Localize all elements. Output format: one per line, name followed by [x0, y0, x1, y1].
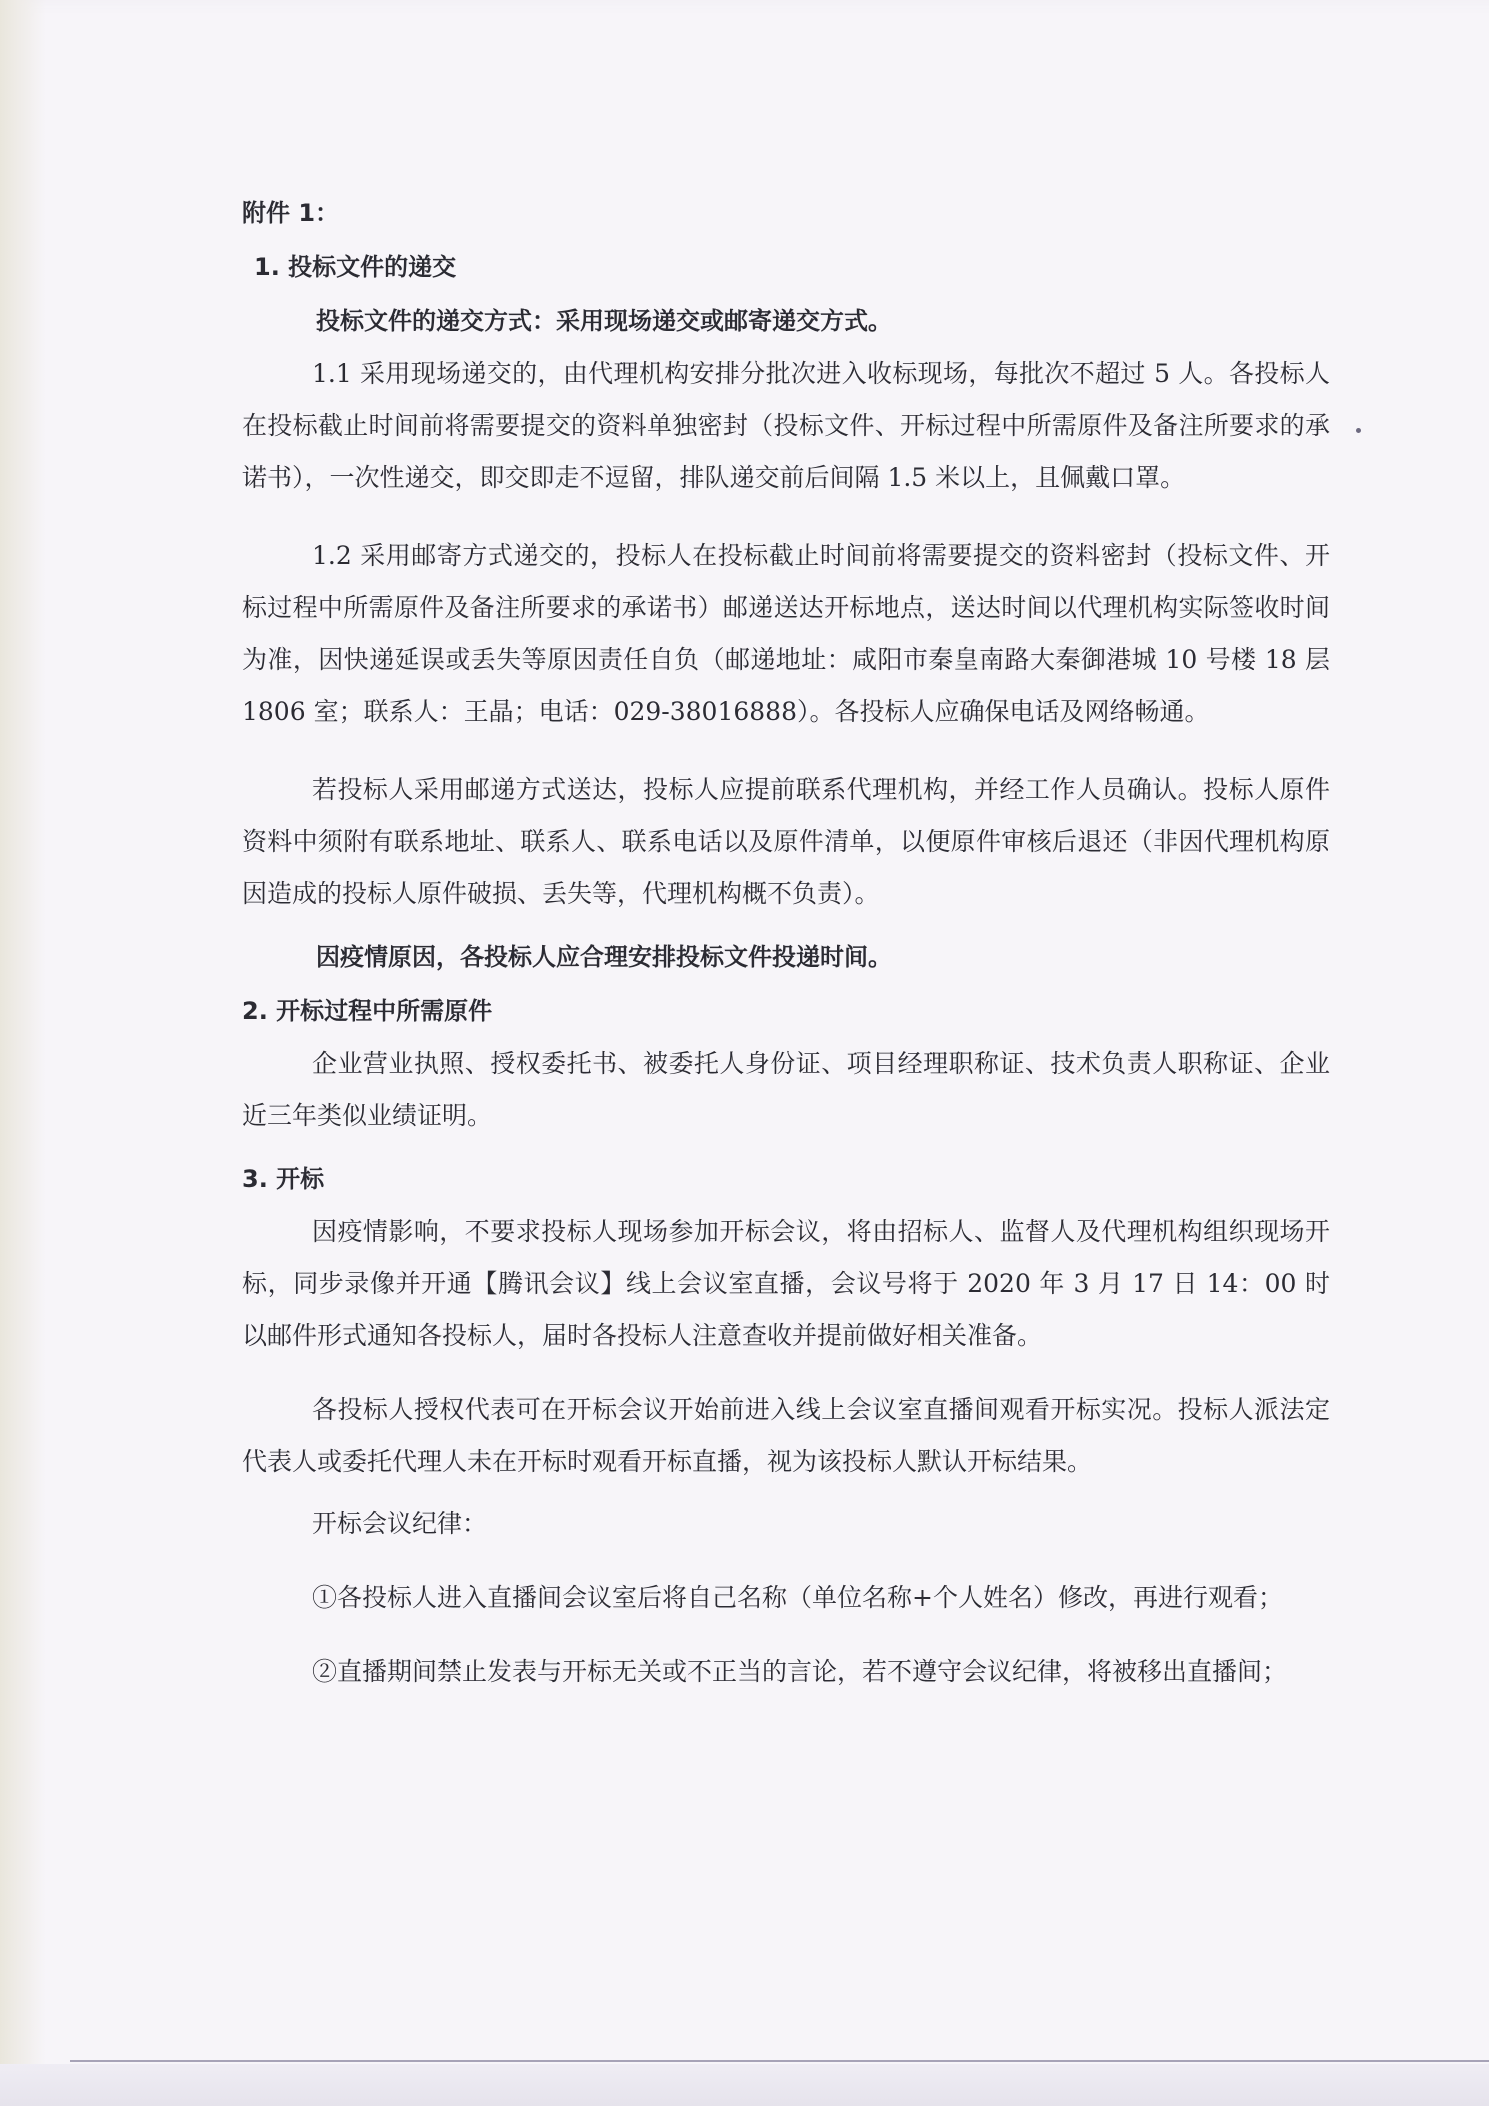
paragraph-1-3: 若投标人采用邮递方式送达，投标人应提前联系代理机构，并经工作人员确认。投标人原件资料中须附有联系地址、联系人、联系电话以及原件清单，以便原件审核后退还（非因代理机构原因造成的投标人原件破损、丢失等，代理机构概不负责）。	[242, 775, 1330, 908]
scan-edge-shadow	[0, 0, 46, 2106]
meeting-rules-title: 开标会议纪律：	[312, 1509, 488, 1538]
attachment-label: 附件 1：	[242, 199, 340, 227]
paragraph-3-2: 各投标人授权代表可在开标会议开始前进入线上会议室直播间观看开标实况。投标人派法定代表人或委托代理人未在开标时观看开标直播，视为该投标人默认开标结果。	[242, 1395, 1330, 1476]
section-2-heading: 2. 开标过程中所需原件	[242, 997, 493, 1025]
meeting-rule-2: ②直播期间禁止发表与开标无关或不正当的言论，若不遵守会议纪律，将被移出直播间；	[312, 1657, 1288, 1686]
epidemic-note: 因疫情原因，各投标人应合理安排投标文件投递时间。	[316, 943, 892, 971]
submission-method: 投标文件的递交方式：采用现场递交或邮寄递交方式。	[316, 307, 892, 335]
paragraph-3-1: 因疫情影响，不要求投标人现场参加开标会议，将由招标人、监督人及代理机构组织现场开标，同步录像并开通【腾讯会议】线上会议室直播，会议号将于 2020 年 3 月 17 日 14：00 时以邮件形式通知各投标人，届时各投标人注意查收并提前做好相关准备。	[242, 1217, 1330, 1350]
scan-bottom-rule	[70, 2060, 1489, 2062]
document-body	[242, 186, 1330, 1698]
scan-speck	[1356, 428, 1361, 433]
section-3-heading: 3. 开标	[242, 1165, 325, 1193]
scan-bottom-band	[0, 2064, 1489, 2106]
meeting-rule-1: ①各投标人进入直播间会议室后将自己名称（单位名称+个人姓名）修改，再进行观看；	[312, 1583, 1283, 1612]
paragraph-2-1: 企业营业执照、授权委托书、被委托人身份证、项目经理职称证、技术负责人职称证、企业近三年类似业绩证明。	[242, 1049, 1330, 1130]
paragraph-1-1: 1.1 采用现场递交的，由代理机构安排分批次进入收标现场，每批次不超过 5 人。各投标人在投标截止时间前将需要提交的资料单独密封（投标文件、开标过程中所需原件及备注所要求的承诺书），一次性递交，即交即走不逗留，排队递交前后间隔 1.5 米以上，且佩戴口罩。	[242, 359, 1330, 492]
section-1-heading: 1. 投标文件的递交	[254, 253, 457, 281]
paragraph-1-2: 1.2 采用邮寄方式递交的，投标人在投标截止时间前将需要提交的资料密封（投标文件、开标过程中所需原件及备注所要求的承诺书）邮递送达开标地点，送达时间以代理机构实际签收时间为准，因快递延误或丢失等原因责任自负（邮递地址：咸阳市秦皇南路大秦御港城 10 号楼 18 层 1806 室；联系人：王晶；电话：029-38016888）。各投标人应确保电话及网络畅通。	[242, 541, 1330, 726]
